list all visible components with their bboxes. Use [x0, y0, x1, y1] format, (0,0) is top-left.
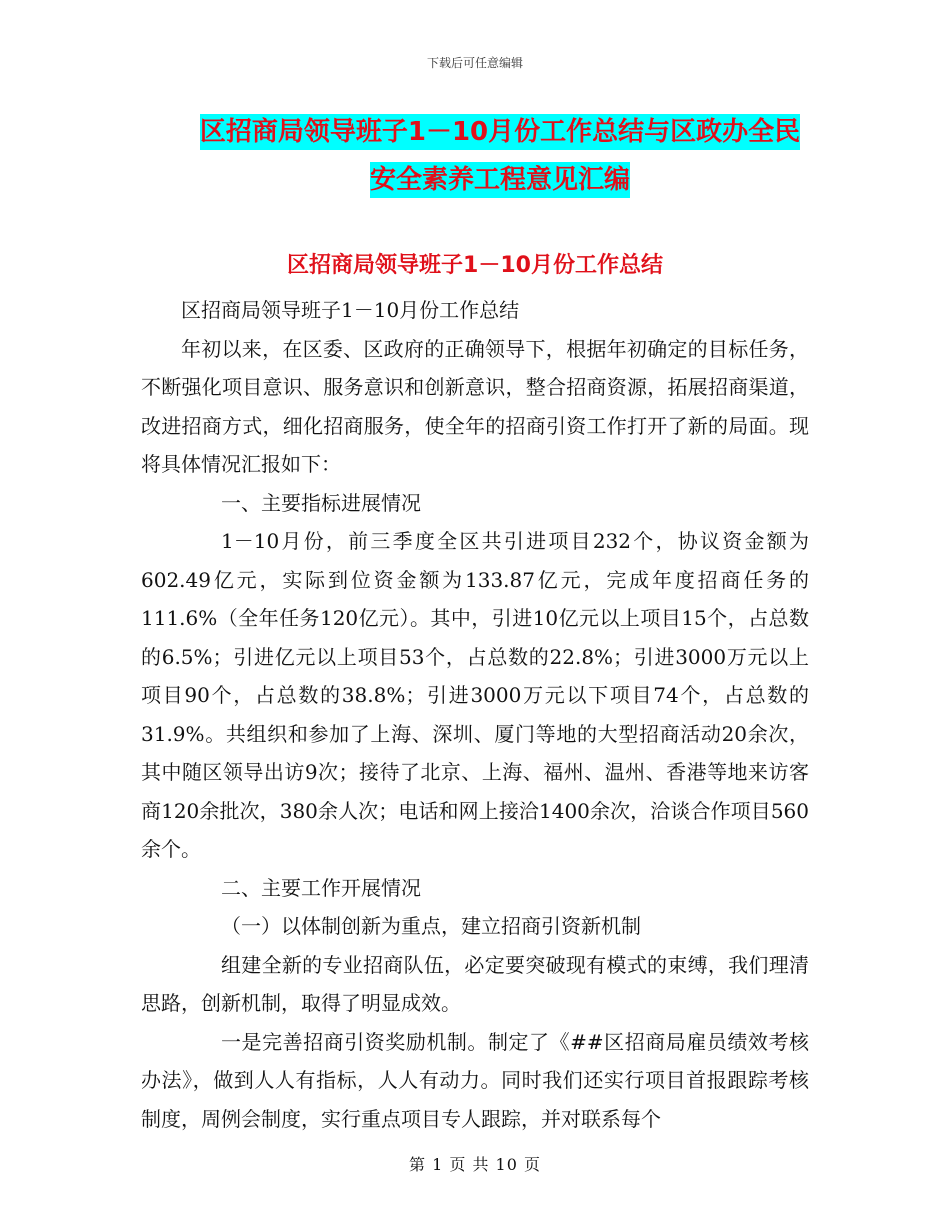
heading-main-work: 二、主要工作开展情况 — [221, 875, 421, 900]
document-body — [141, 291, 809, 1138]
paragraph-incentive: 一是完善招商引资奖励机制。制定了《##区招商局雇员绩效考核办法》，做到人人有指标，人人有动力。同时我们还实行项目首报跟踪考核制度，周例会制度，实行重点项目专人跟踪，并对联系每个 — [141, 1029, 809, 1131]
document-title-line-1: 区招商局领导班子1－10月份工作总结与区政办全民 — [200, 114, 800, 150]
document-title-line-2: 安全素养工程意见汇编 — [370, 162, 630, 198]
header-note: 下载后可任意编辑 — [426, 56, 523, 70]
heading-mechanism: （一）以体制创新为重点，建立招商引资新机制 — [221, 914, 641, 938]
page-number: 第 1 页 共 10 页 — [409, 1155, 541, 1174]
paragraph-team: 组建全新的专业招商队伍，必定要突破现有模式的束缚，我们理清思路，创新机制，取得了明显成效。 — [141, 952, 809, 1015]
document-title — [140, 108, 860, 204]
paragraph-intro: 年初以来，在区委、区政府的正确领导下，根据年初确定的目标任务，不断强化项目意识、服务意识和创新意识，整合招商资源，拓展招商渠道，改进招商方式，细化招商服务，使全年的招商引资工作打开了新的局面。现将具体情况汇报如下： — [141, 336, 809, 476]
paragraph-subtitle: 区招商局领导班子1－10月份工作总结 — [181, 298, 520, 322]
section-title: 区招商局领导班子1－10月份工作总结 — [287, 253, 663, 278]
paragraph-indicators: 1－10月份，前三季度全区共引进项目232个，协议资金额为602.49亿元，实际到位资金额为133.87亿元，完成年度招商任务的111.6%（全年任务120亿元）。其中，引进10亿元以上项目15个，占总数的6.5%；引进亿元以上项目53个，占总数的22.8%；引进3000万元以上项目90个，占总数的38.8%；引进3000万元以下项目74个，占总数的31.9%。共组织和参加了上海、深圳、厦门等地的大型招商活动20余次，其中随区领导出访9次；接待了北京、上海、福州、温州、香港等地来访客商120余批次，380余人次；电话和网上接洽1400余次，洽谈合作项目560余个。 — [141, 529, 809, 861]
heading-main-indicators: 一、主要指标进展情况 — [221, 490, 421, 515]
